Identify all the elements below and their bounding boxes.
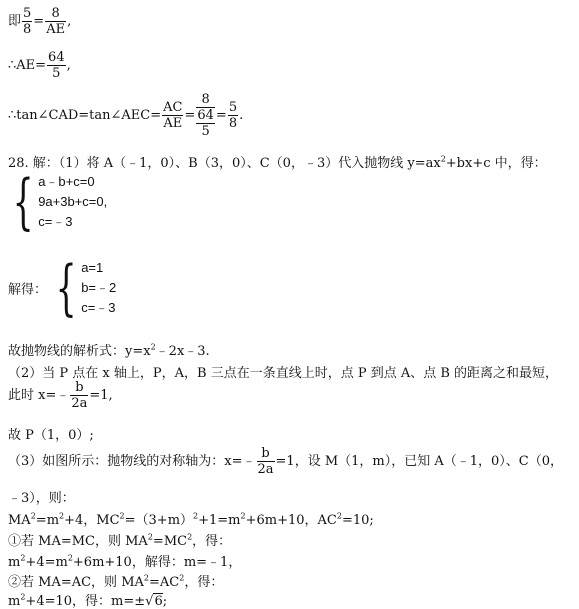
denominator: AE <box>46 22 66 37</box>
text: 即 <box>8 14 22 29</box>
parabola-expression <box>8 340 210 359</box>
denominator: 8 <box>228 116 238 131</box>
fraction <box>257 446 275 477</box>
denominator: 5 <box>201 124 210 139</box>
text: ∴tan∠CAD=tan∠AEC= <box>8 108 162 123</box>
case-2 <box>8 571 223 590</box>
system-row: a=1 <box>81 260 104 275</box>
text: ; <box>162 594 168 609</box>
numerator: 64 <box>48 50 65 65</box>
text: ﹣2x﹣3. <box>155 344 210 359</box>
denominator: 8 <box>23 22 32 37</box>
text: =MC <box>152 534 188 549</box>
text: +4，MC <box>64 513 120 528</box>
numerator: 8 <box>196 92 215 108</box>
system-rows <box>81 258 116 318</box>
distance-squares <box>8 509 374 528</box>
case-2-solution <box>8 590 167 609</box>
text: . <box>239 108 244 123</box>
denominator <box>196 108 215 139</box>
system-row: c=﹣3 <box>81 300 116 315</box>
text: 故抛物线的解析式：y=x <box>8 344 151 359</box>
text: ，得： <box>184 575 224 590</box>
fraction <box>22 6 32 37</box>
text: 此时 x=﹣ <box>8 388 70 403</box>
equation-ae <box>8 50 71 81</box>
text: 故 P（1，0）; <box>8 428 94 443</box>
text: +6m+10，解得：m=﹣1， <box>72 555 242 570</box>
numerator: 64 <box>197 108 214 123</box>
text: =m <box>35 513 60 528</box>
superscript: 2 <box>119 511 125 521</box>
text: +4=10，得：m=± <box>25 594 146 609</box>
text: =（3+m） <box>124 513 194 528</box>
case-1-solution <box>8 551 241 570</box>
numerator: b <box>70 380 88 396</box>
brace-icon: { <box>55 253 77 323</box>
superscript: 2 <box>240 511 246 521</box>
denominator: 2a <box>257 462 274 477</box>
system-brace <box>4 167 108 237</box>
text: +bx+c 中，得： <box>445 156 547 171</box>
text: +6m+10，AC <box>245 513 337 528</box>
text: （3）如图所示：抛物线的对称轴为：x=﹣ <box>8 454 256 469</box>
system-row: b=﹣2 <box>81 280 117 295</box>
denominator: 2a <box>71 396 88 411</box>
text: =1，设 M（1，m），已知 A（﹣1，0）、C（0， <box>275 454 564 469</box>
superscript: 2 <box>30 511 36 521</box>
equation-system <box>4 167 108 237</box>
text: , <box>66 58 71 73</box>
superscript: 2 <box>67 553 73 563</box>
superscript: 2 <box>193 511 199 521</box>
fraction <box>70 380 88 411</box>
text: ②若 MA=AC，则 MA <box>8 575 144 590</box>
sqrt-icon: √ <box>145 594 154 609</box>
numerator: 8 <box>45 6 66 22</box>
fraction <box>162 100 183 131</box>
text: （2）当 P 点在 x 轴上，P，A，B 三点在一条直线上时，点 P 到点 A、点 B 的距离之和最短， <box>8 366 559 381</box>
text: ∴AE= <box>8 58 47 73</box>
text: =1, <box>89 388 113 403</box>
denominator: 5 <box>52 66 61 81</box>
superscript: 2 <box>20 553 26 563</box>
fraction <box>47 50 66 81</box>
system-row: c=﹣3 <box>38 214 73 229</box>
text: ，得： <box>192 534 232 549</box>
superscript: 2 <box>59 511 65 521</box>
text: , <box>67 14 72 29</box>
text: = <box>33 14 45 29</box>
complex-fraction <box>196 92 215 139</box>
numerator: b <box>257 446 275 462</box>
text: m <box>8 594 21 609</box>
system-row: 9a+3b+c=0, <box>38 194 108 209</box>
system-row: a﹣b+c=0 <box>38 174 95 189</box>
fraction <box>45 6 66 37</box>
superscript: 2 <box>179 573 185 583</box>
system-brace <box>47 253 117 323</box>
superscript: 2 <box>440 154 446 164</box>
system-rows <box>38 172 107 232</box>
part-3-statement <box>8 446 563 477</box>
superscript: 2 <box>336 511 342 521</box>
point-p <box>8 424 94 443</box>
text: m <box>8 555 21 570</box>
numerator: AC <box>163 100 183 115</box>
fraction <box>196 108 215 139</box>
equation-x <box>8 380 113 411</box>
case-1 <box>8 530 231 549</box>
text: = <box>215 108 227 123</box>
superscript: 2 <box>143 573 149 583</box>
superscript: 2 <box>147 532 153 542</box>
text: =10; <box>341 513 374 528</box>
solution-system <box>8 253 117 323</box>
fraction <box>228 100 238 131</box>
superscript: 2 <box>20 592 26 602</box>
text: 28. 解：（1）将 A（﹣1，0）、B（3，0）、C（0，﹣3）代入抛物线 y=ax <box>8 156 441 171</box>
text: = <box>184 108 196 123</box>
text: ①若 MA=MC，则 MA <box>8 534 148 549</box>
text: MA <box>8 513 31 528</box>
radicand: 6 <box>154 594 163 609</box>
equation-tan <box>8 92 243 139</box>
problem-28-intro <box>8 152 547 171</box>
numerator: 5 <box>23 6 32 21</box>
solution-label: 解得： <box>8 282 48 298</box>
text: +1=m <box>198 513 241 528</box>
brace-icon: { <box>12 167 34 237</box>
text: +4=m <box>25 555 68 570</box>
text: ﹣3），则： <box>8 491 75 506</box>
part-2-statement <box>8 362 558 381</box>
denominator: AE <box>163 116 183 131</box>
numerator: 5 <box>228 100 238 115</box>
equation-ratio <box>8 6 71 37</box>
part-3-continued <box>8 487 75 506</box>
superscript: 2 <box>150 342 156 352</box>
superscript: 2 <box>187 532 193 542</box>
text: =AC <box>149 575 180 590</box>
